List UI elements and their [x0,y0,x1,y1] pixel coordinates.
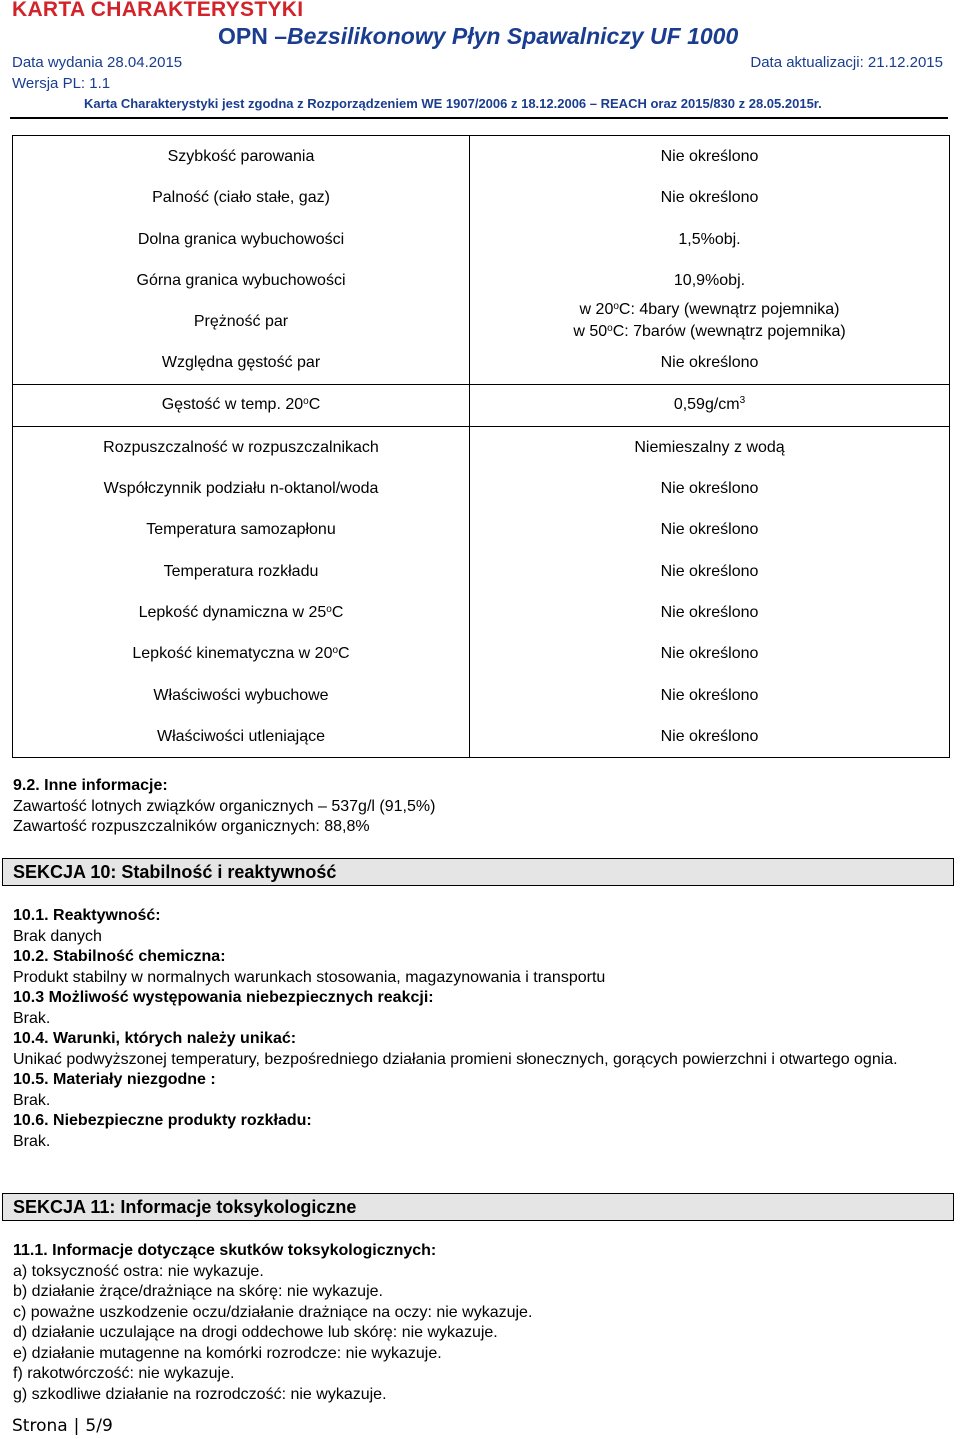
table-cell [13,136,470,385]
density-label: Gęstość w temp. 20$^o$C [13,384,470,426]
subsection-heading: 11.1. Informacje dotyczące skutków toksykologicznych: [13,1242,437,1259]
property-value: Nie określono [660,480,759,498]
update-date: Data aktualizacji: 21.12.2015 [750,54,943,71]
property-label: Lepkość dynamiczna w 25$^o$C [138,603,344,621]
table-row [13,426,950,757]
body-text: Brak. [13,1132,51,1150]
property-value: Nie określono [660,521,759,539]
body-text: Zawartość rozpuszczalników organicznych: 88,8% [13,818,370,835]
list-item: f) rakotwórczość: nie wykazuje. [13,1365,235,1382]
document-title: KARTA CHARAKTERYSTYKI [12,0,304,21]
body-text: Produkt stabilny w normalnych warunkach stosowania, magazynowania i transportu [13,968,606,986]
property-label: Rozpuszczalność w rozpuszczalnikach [103,438,379,456]
issue-date: Data wydania 28.04.2015 [12,54,183,71]
property-label: Właściwości utleniające [156,727,326,745]
table-row [13,384,950,426]
product-title: Bezsilikonowy Płyn Spawalniczy UF 1000 [287,23,739,49]
list-item: a) toksyczność ostra: nie wykazuje. [13,1262,264,1280]
property-value: Nie określono [660,645,759,663]
property-label: Względna gęstość par [161,354,321,372]
property-label: Lepkość kinematyczna w 20$^o$C [132,645,350,663]
subsection-heading: 10.4. Warunki, których należy unikać: [13,1030,297,1047]
property-value: Nie określono [660,189,759,207]
body-text: Brak. [13,1091,51,1109]
section-11-header: SEKCJA 11: Informacje toksykologiczne [2,1193,954,1221]
list-item: e) działanie mutagenne na komórki rozrodcze: nie wykazuje. [13,1344,442,1362]
table-cell [470,136,950,385]
property-label: Górna granica wybuchowości [136,271,346,289]
property-label: Palność (ciało stałe, gaz) [152,189,330,207]
table-cell [470,426,950,757]
body-text: Brak. [13,1009,51,1027]
body-text: Brak danych [13,927,102,945]
property-label: Właściwości wybuchowe [153,686,329,704]
table-cell [13,426,470,757]
list-item: c) poważne uszkodzenie oczu/działanie drażniące na oczy: nie wykazuje. [13,1303,533,1321]
property-label: Temperatura samozapłonu [146,521,336,539]
property-label: Prężność par [193,313,289,331]
version: Wersja PL: 1.1 [12,75,111,92]
subsection-heading: 10.1. Reaktywność: [13,907,161,924]
property-label: Współczynnik podziału n-oktanol/woda [103,480,379,498]
property-label: Szybkość parowania [167,148,315,165]
vapor-pressure-value: w 20$^o$C: 4bary (wewnątrz pojemnika) w 50$^o$C: 7barów (wewnątrz pojemnika) [573,300,846,340]
property-value: 1,5%obj. [678,230,741,248]
density-value: $0,59g/cm^3$ [470,384,950,426]
property-value: Nie określono [660,727,759,745]
section-10-header: SEKCJA 10: Stabilność i reaktywność [2,858,954,886]
list-item: d) działanie uczulające na drogi oddechowe lub skórę: nie wykazuje. [13,1324,498,1341]
product-prefix: OPN – [218,23,288,49]
body-text: Unikać podwyższonej temperatury, bezpośredniego działania promieni słonecznych, gorących powierzchni i otwartego ognia. [13,1050,898,1068]
product-name [218,23,738,50]
property-value: Nie określono [660,686,759,704]
regulation-note: Karta Charakterystyki jest zgodna z Rozporządzeniem WE 1907/2006 z 18.12.2006 – REACH oraz 2015/830 z 28.05.2015r. [84,96,822,111]
property-value: Niemieszalny z wodą [634,438,785,456]
properties-table [12,135,950,758]
footer-label: Strona [12,1416,68,1436]
subsection-heading: 10.5. Materiały niezgodne : [13,1071,216,1088]
subsection-heading: 9.2. Inne informacje: [13,777,168,794]
dates-row [12,54,943,71]
property-value: Nie określono [660,354,759,372]
footer-separator: | [73,1416,80,1436]
subsection-heading: 10.6. Niebezpieczne produkty rozkładu: [13,1112,312,1129]
subsection-heading: 10.3 Możliwość występowania niebezpiecznych reakcji: [13,989,434,1006]
property-label: Temperatura rozkładu [163,562,319,580]
list-item: g) szkodliwe działanie na rozrodczość: nie wykazuje. [13,1385,387,1403]
property-value: Nie określono [660,148,759,165]
property-value: Nie określono [660,562,759,580]
page-footer [12,1416,113,1436]
header-divider [10,117,948,119]
body-text: Zawartość lotnych związków organicznych – 537g/l (91,5%) [13,797,436,815]
list-item: b) działanie żrące/drażniące na skórę: nie wykazuje. [13,1283,383,1300]
section-11-body [13,1241,532,1405]
section-9-2 [13,776,435,838]
page-number: 5/9 [85,1416,113,1436]
table-row [13,136,950,385]
property-value: Nie określono [660,603,759,621]
property-label: Dolna granica wybuchowości [137,230,345,248]
section-10-body [13,906,943,1152]
property-value: 10,9%obj. [673,271,746,289]
subsection-heading: 10.2. Stabilność chemiczna: [13,948,226,965]
